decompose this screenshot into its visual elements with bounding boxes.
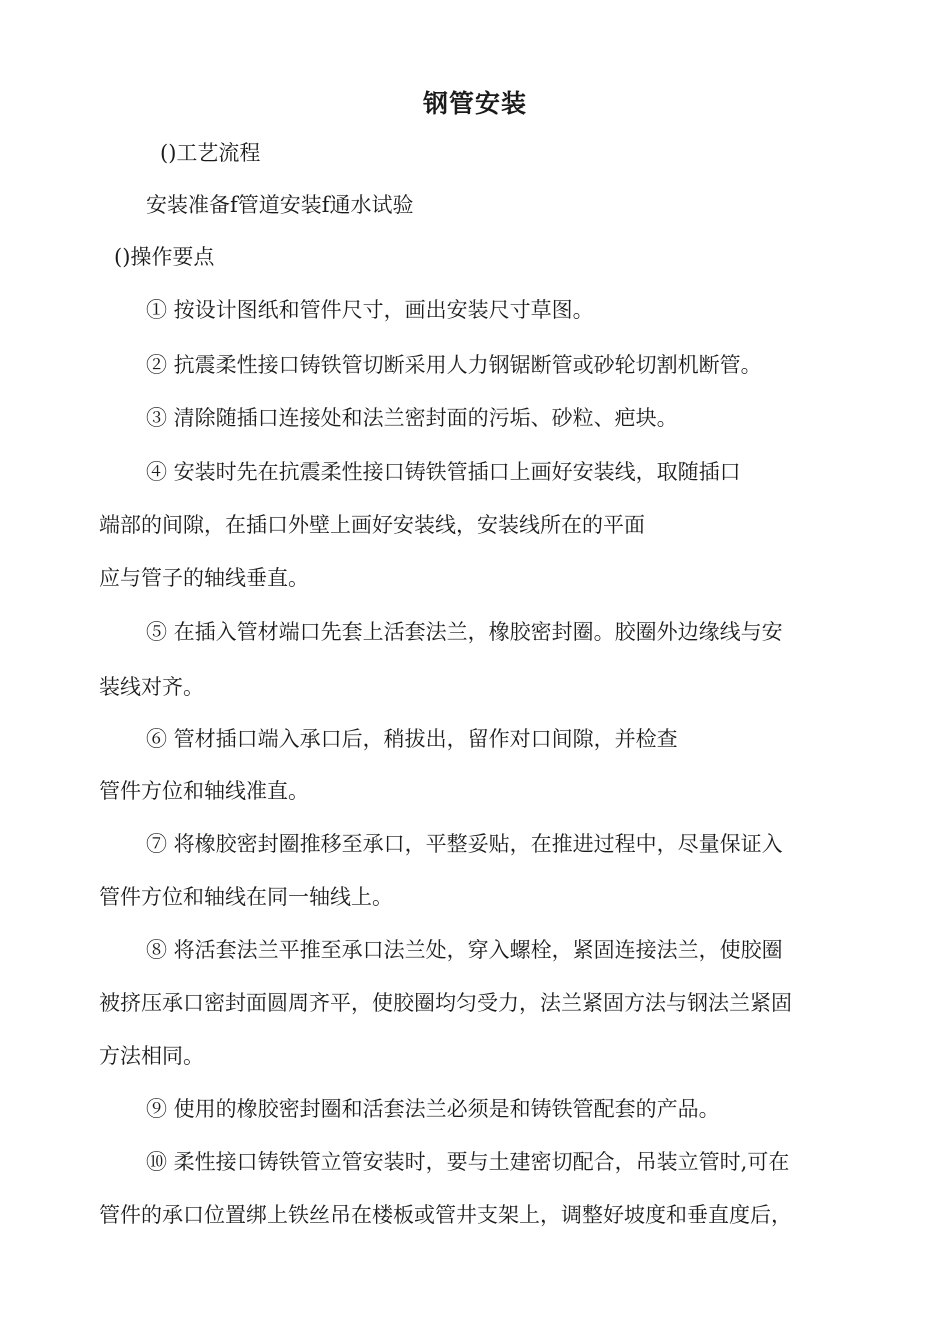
text-line: ⑦ 将橡胶密封圈推移至承口，平整妥贴，在推进过程中，尽量保证入: [146, 832, 783, 856]
text-line: 端部的间隙，在插口外壁上画好安装线，安装线所在的平面: [99, 513, 645, 537]
text-line: ⑤ 在插入管材端口先套上活套法兰，橡胶密封圈。胶圈外边缘线与安: [146, 620, 783, 644]
text-line: 被挤压承口密封面圆周齐平，使胶圈均匀受力，法兰紧固方法与钢法兰紧固: [99, 991, 792, 1015]
text-line: ⑨ 使用的橡胶密封圈和活套法兰必须是和铸铁管配套的产品。: [146, 1097, 720, 1121]
text-line: 应与管子的轴线垂直。: [99, 566, 309, 590]
text-line: ⑧ 将活套法兰平推至承口法兰处，穿入螺栓，紧固连接法兰，使胶圈: [146, 938, 783, 962]
text-line: 安装准备f管道安装f通水试验: [146, 193, 414, 217]
text-line: 管件方位和轴线在同一轴线上。: [99, 885, 393, 909]
text-line: 方法相同。: [99, 1044, 204, 1068]
text-line: ⑩ 柔性接口铸铁管立管安装时，要与土建密切配合，吊装立管时,可在: [146, 1150, 790, 1174]
text-line: ⑥ 管材插口端入承口后，稍拔出，留作对口间隙，并检查: [146, 727, 678, 751]
text-line: ② 抗震柔性接口铸铁管切断采用人力钢锯断管或砂轮切割机断管。: [146, 353, 762, 377]
document-title: 钢管安装: [422, 89, 527, 118]
text-line: ③ 清除随插口连接处和法兰密封面的污垢、砂粒、疤块。: [146, 406, 678, 430]
text-line: 管件方位和轴线准直。: [99, 779, 309, 803]
text-line: 管件的承口位置绑上铁丝吊在楼板或管井支架上，调整好坡度和垂直度后，: [99, 1203, 792, 1227]
text-line: ④ 安装时先在抗震柔性接口铸铁管插口上画好安装线，取随插口: [146, 460, 741, 484]
text-line: ① 按设计图纸和管件尺寸，画出安装尺寸草图。: [146, 298, 594, 322]
text-line: ()工艺流程: [160, 141, 261, 165]
text-line: ()操作要点: [114, 245, 215, 269]
text-line: 装线对齐。: [99, 675, 204, 699]
